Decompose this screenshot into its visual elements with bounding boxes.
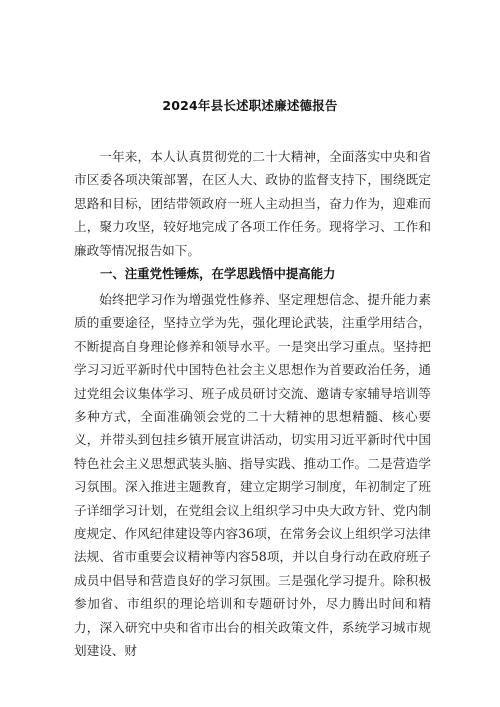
- section-body-block: [74, 288, 431, 663]
- document-title: 2024年县长述职述廉述德报告: [162, 98, 338, 113]
- intro-paragraph: 一年来，本人认真贯彻党的二十大精神，全面落实中央和省市区委各项决策部署，在区人大、政协的监督支持下，围绕既定思路和目标，团结带领政府一班人主动担当，奋力作为，迎难而上，聚力攻坚，较好地完成了各项工作任务。现将学习、工作和廉政等情况报告如下。: [74, 149, 431, 258]
- section-body-paragraph: 始终把学习作为增强党性修养、坚定理想信念、提升能力素质的重要途径，坚持立学为先，强化理论武装，注重学用结合，不断提高自身理论修养和领导水平。一是突出学习重点。坚持把学习习近平新时代中国特色社会主义思想作为首要政治任务，通过党组会议集体学习、班子成员研讨交流、邀请专家辅导培训等多种方式，全面准确领会党的二十大精神的思想精髓、核心要义，并带头到包挂乡镇开展宣讲活动，切实用习近平新时代中国特色社会主义思想武装头脑、指导实践、推动工作。二是营造学习氛围。深入推进主题教育，建立定期学习制度，年初制定了班子详细学习计划，在党组会议上组织学习中央大政方针、党内制度规定、作风纪律建设等内容36项，在常务会议上组织学习法律法规、省市重要会议精神等内容58项，并以自身行动在政府班子成员中倡导和营造良好的学习氛围。三是强化学习提升。除积极参加省、市组织的理论培训和专题研讨外，尽力腾出时间和精力，深入研究中央和省市出台的相关政策文件，系统学习城市规划建设、财: [74, 292, 431, 659]
- section-heading: 一、注重党性锤炼，在学思践悟中提高能力: [100, 266, 336, 281]
- intro-paragraph-block: [74, 145, 431, 262]
